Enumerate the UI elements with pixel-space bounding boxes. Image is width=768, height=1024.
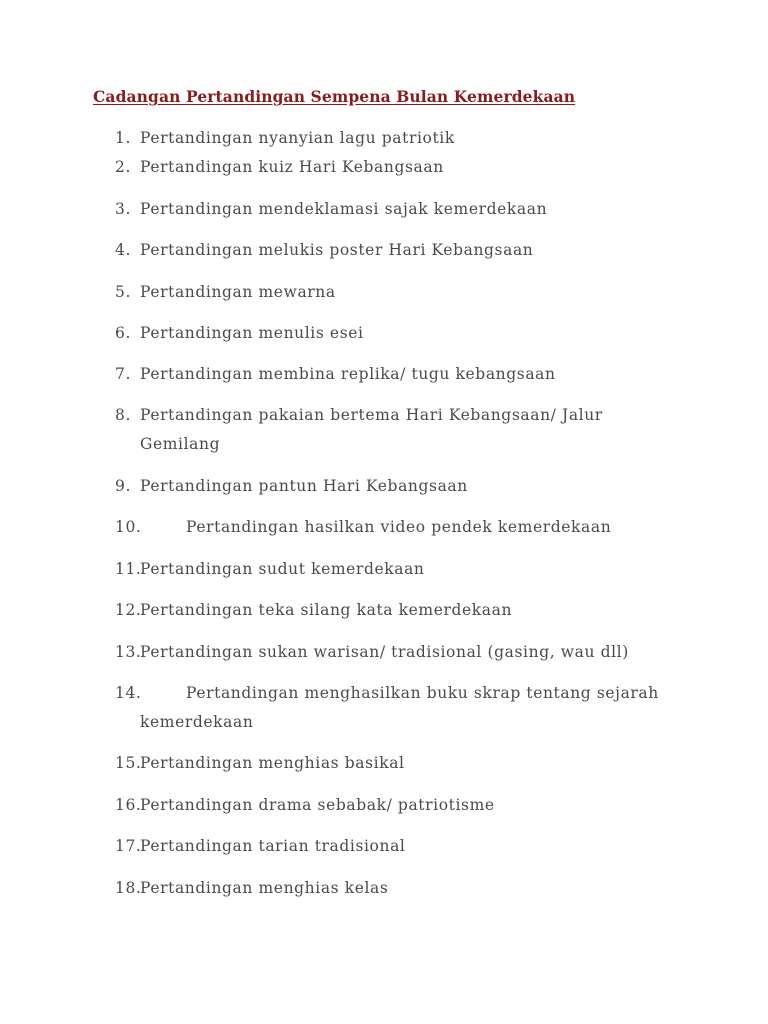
list-item-number: 5. [115,283,131,301]
list-item-text: Pertandingan melukis poster Hari Kebangsaan [140,241,534,259]
list-item-number: 3. [115,200,131,218]
list-item-text: Pertandingan mendeklamasi sajak kemerdekaan [140,200,548,218]
list-item-number: 4. [115,241,131,259]
list-item-number: 13. [115,643,142,661]
list-item-number: 6. [115,324,131,342]
document-title: Cadangan Pertandingan Sempena Bulan Kemerdekaan [93,87,576,106]
list-item-text: Pertandingan teka silang kata kemerdekaan [140,601,513,619]
list-item-text: Pertandingan menulis esei [140,324,364,342]
list-item-number: 11. [115,560,142,578]
list-item-text: Pertandingan nyanyian lagu patriotik [140,129,455,147]
list-item-text: Pertandingan tarian tradisional [140,837,406,855]
list-item-text: Pertandingan pakaian bertema Hari Kebangsaan/ Jalur [140,406,603,424]
list-item-number: 15. [115,754,142,772]
list-item-text: Pertandingan drama sebabak/ patriotisme [140,796,495,814]
list-item-text: Pertandingan menghias kelas [140,879,389,897]
list-item-text: Pertandingan pantun Hari Kebangsaan [140,477,468,495]
list-item-text: Pertandingan menghasilkan buku skrap tentang sejarah [186,684,659,702]
list-item-continuation: kemerdekaan [140,713,254,731]
list-item-text: Pertandingan menghias basikal [140,754,405,772]
list-item-number: 16. [115,796,142,814]
list-item-number: 9. [115,477,131,495]
list-item-number: 8. [115,406,131,424]
list-item-number: 18. [115,879,142,897]
list-item-number: 1. [115,129,131,147]
list-item-text: Pertandingan mewarna [140,283,336,301]
list-item-text: Pertandingan hasilkan video pendek kemerdekaan [186,518,612,536]
list-item-text: Pertandingan sudut kemerdekaan [140,560,425,578]
list-item-number: 2. [115,158,131,176]
list-item-number: 17. [115,837,142,855]
list-item-number: 7. [115,365,131,383]
list-item-text: Pertandingan membina replika/ tugu kebangsaan [140,365,556,383]
list-item-text: Pertandingan sukan warisan/ tradisional (gasing, wau dll) [140,643,629,661]
list-item-number: 12. [115,601,142,619]
list-item-continuation: Gemilang [140,435,221,453]
list-item-number: 10. [115,518,142,536]
list-item-text: Pertandingan kuiz Hari Kebangsaan [140,158,444,176]
list-item-number: 14. [115,684,142,702]
